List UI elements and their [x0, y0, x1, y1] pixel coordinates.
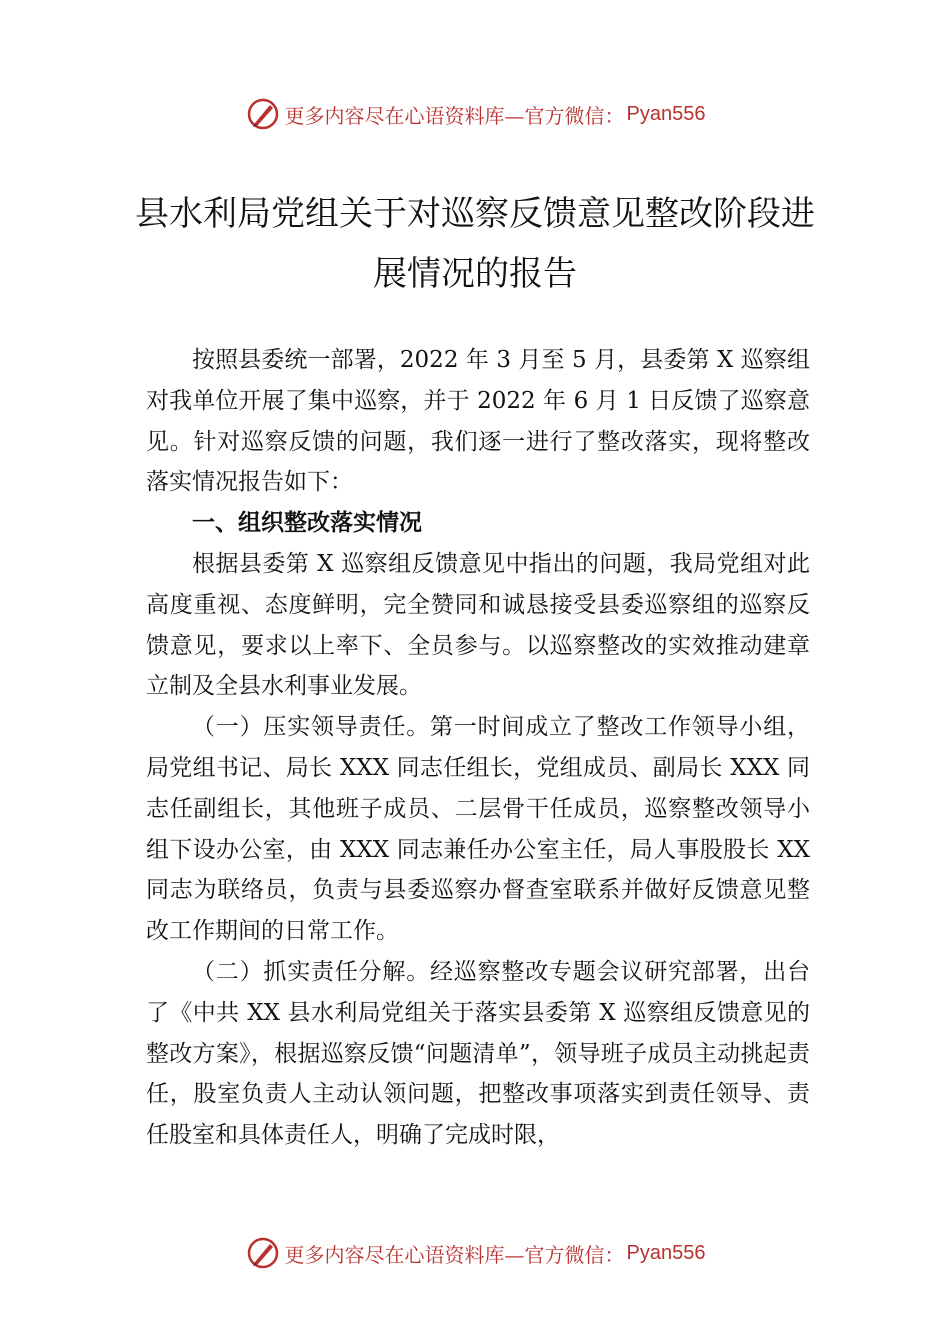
- section-heading-1: 一、组织整改落实情况: [192, 510, 422, 537]
- pen-logo-icon: [245, 1235, 281, 1271]
- watermark-text: 更多内容尽在心语资料库—官方微信：: [284, 1242, 625, 1267]
- watermark-id: Pyan556: [626, 1241, 706, 1264]
- document-title: 县水利局党组关于对巡察反馈意见整改阶段进展情况的报告: [135, 194, 815, 294]
- watermark-id: Pyan556: [626, 102, 706, 125]
- watermark-text: 更多内容尽在心语资料库—官方微信：: [284, 103, 625, 128]
- watermark-footer: [0, 1233, 950, 1273]
- pen-logo-icon: [245, 96, 281, 132]
- paragraph-leadership-responsibility: （一）压实领导责任。第一时间成立了整改工作领导小组，局党组书记、局长 XXX 同志任组长，党组成员、副局长 XXX 同志任副组长，其他班子成员、二层骨干任成员，巡察整改领导小组下设办公室，由 XXX 同志兼任办公室主任，局人事股股长 XX 同志为联络员，负责与县委巡察办督查室联系并做好反馈意见整改工作期间的日常工作。: [146, 714, 810, 945]
- paragraph-responsibility-breakdown: （二）抓实责任分解。经巡察整改专题会议研究部署，出台了《中共 XX 县水利局党组关于落实县委第 X 巡察组反馈意见的整改方案》，根据巡察反馈“问题清单”，领导班子成员主动挑起责任，股室负责人主动认领问题，把整改事项落实到责任领导、责任股室和具体责任人，明确了完成时限，: [146, 958, 810, 1149]
- paragraph-intro: 按照县委统一部署，2022 年 3 月至 5 月，县委第 X 巡察组对我单位开展了集中巡察，并于 2022 年 6 月 1 日反馈了巡察意见。针对巡察反馈的问题，我们逐一进行了整改落实，现将整改落实情况报告如下：: [146, 347, 810, 496]
- document-body: [146, 340, 810, 1156]
- paragraph-section-1-intro: 根据县委第 X 巡察组反馈意见中指出的问题，我局党组对此高度重视、态度鲜明，完全赞同和诚恳接受县委巡察组的巡察反馈意见，要求以上率下、全员参与。以巡察整改的实效推动建章立制及全县水利事业发展。: [146, 550, 810, 700]
- watermark-header: [0, 94, 950, 134]
